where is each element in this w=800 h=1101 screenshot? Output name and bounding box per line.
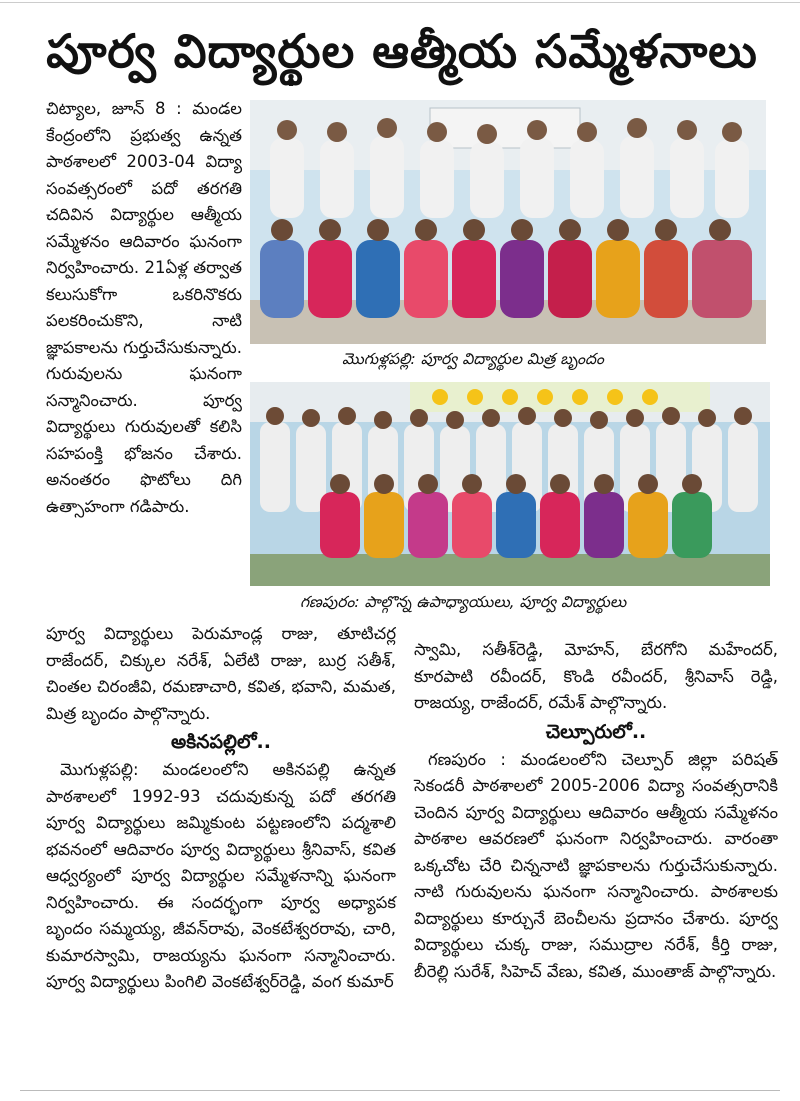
story3-heading: చెల్పూరులో..: [545, 720, 647, 743]
story2-heading: అకినపల్లిలో..: [171, 731, 271, 753]
photo-mogullapalli-group: [250, 100, 766, 344]
story1-continuation: పూర్వ విద్యార్థులు పెరుమాండ్ల రాజు, తూటిచర్ల రాజేందర్, చిక్కుల నరేశ్, ఏలేటి రాజు, బుర్ర సతీశ్, చింతల చిరంజీవి, రమణాచారి, కవిత, భవాని, మమత, మిత్ర బృందం పాల్గొన్నారు.: [46, 624, 396, 723]
headline: పూర్వ విద్యార్థుల ఆత్మీయ సమ్మేళనాలు: [46, 24, 758, 78]
photo2-illustration: [250, 382, 770, 586]
photo1-caption: మొగుళ్లపల్లి: పూర్వ విద్యార్థుల మిత్ర బృందం: [342, 350, 604, 368]
story2-continuation: స్వామి, సతీశ్‌రెడ్డి, మోహన్, బేరగోని మహేందర్, కూరపాటి రవీందర్, కొండి రవీందర్, శ్రీనివాస్ రెడ్డి, రాజయ్య, రాజేందర్, రమేశ్ పాల్గొన్నారు.: [414, 640, 778, 712]
left-bottom-column: [46, 621, 396, 996]
photo2-caption: గణపురం: పాల్గొన్న ఉపాధ్యాయులు, పూర్వ విద్యార్థులు: [300, 593, 627, 611]
story2-body: మొగుళ్లపల్లి: మండలంలోని అకినపల్లి ఉన్నత పాఠశాలలో 1992-93 చదువుకున్న పదో తరగతి పూర్వ విద్యార్థులు జమ్మికుంట పట్టణంలోని పద్మశాలి భవనంలో ఆదివారం పూర్వ విద్యార్థులు శ్రీనివాస్, కవిత ఆధ్వర్యంలో పూర్వ విద్యార్థుల సమ్మేళనాన్ని ఘనంగా నిర్వహించారు. ఈ సందర్భంగా పూర్వ అధ్యాపక బృందం సమ్మయ్య, జీవన్‌రావు, వెంకటేశ్వరరావు, చారి, కుమారస్వామి, రాజయ్యను ఘనంగా సన్మానించారు. పూర్వ విద్యార్థులు పింగిలి వెంకటేశ్వర్‌రెడ్డి, వంగ కుమార్: [46, 760, 396, 991]
photo1-illustration: [250, 100, 766, 344]
bottom-rule: [20, 1090, 780, 1091]
right-bottom-column: [414, 637, 778, 985]
story1-lead: [46, 96, 242, 520]
photo-ganapuram-group: [250, 382, 770, 586]
story1-lead-text: చిట్యాల, జూన్ 8 : మండల కేంద్రంలోని ప్రభుత్వ ఉన్నత పాఠశాలలో 2003-04 విద్యా సంవత్సరంలో పదో తరగతి చదివిన విద్యార్థుల ఆత్మీయ సమ్మేళనం ఆదివారం ఘనంగా నిర్వహించారు. 21ఏళ్ల తర్వాత కలుసుకోగా ఒకరినొకరు పలకరించుకొని, నాటి జ్ఞాపకాలను గుర్తుచేసుకున్నారు. గురువులను ఘనంగా సన్మానించారు. పూర్వ విద్యార్థులు గురువులతో కలిసి సహపంక్తి భోజనం చేశారు. అనంతరం ఫొటోలు దిగి ఉత్సాహంగా గడిపారు.: [46, 99, 242, 516]
top-rule: [0, 2, 800, 3]
story3-body: గణపురం : మండలంలోని చెల్పూర్ జిల్లా పరిషత్ సెకండరీ పాఠశాలలో 2005-2006 విద్యా సంవత్సరానికి చెందిన పూర్వ విద్యార్థులు ఆదివారం ఆత్మీయ సమ్మేళనం పాఠశాల ఆవరణలో ఘనంగా నిర్వహించారు. వారంతా ఒక్కచోట చేరి చిన్ననాటి జ్ఞాపకాలను గుర్తుచేసుకున్నారు. నాటి గురువులను ఘనంగా సన్మానించారు. పాఠశాలకు విద్యార్థులు కూర్చునే బెంచీలను ప్రదానం చేశారు. పూర్వ విద్యార్థులు చుక్క రాజు, సముద్రాల నరేశ్, కీర్తి రాజు, బీరెల్లి సురేశ్, సిహెచ్ వేణు, కవిత, ముంతాజ్ పాల్గొన్నారు.: [414, 749, 778, 981]
